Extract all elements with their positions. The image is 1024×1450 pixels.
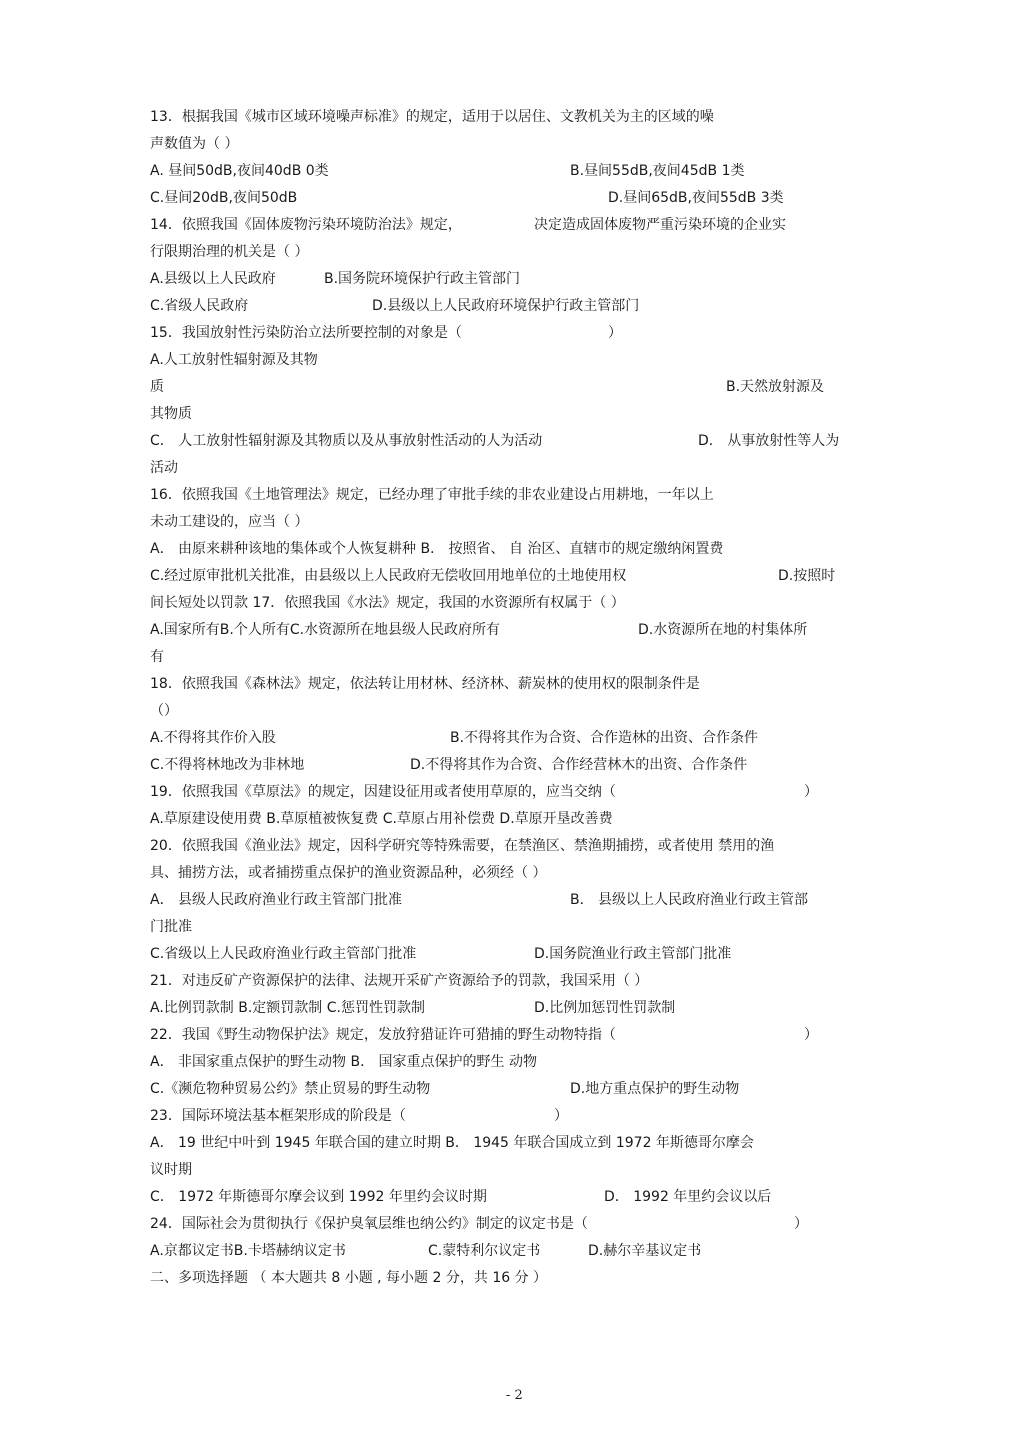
- q23-options-ab-cont: 议时期: [150, 1162, 192, 1178]
- q15-option-c: C． 人工放射性辐射源及其物质以及从事放射性活动的人为活动: [150, 433, 543, 449]
- q14-line1b: 决定造成固体废物严重污染环境的企业实: [534, 217, 786, 233]
- q17-options-abc: A.国家所有B.个人所有C.水资源所在地县级人民政府所有: [150, 622, 501, 638]
- q14-line2: 行限期治理的机关是（ ）: [150, 244, 309, 260]
- q19-line1b: ）: [804, 784, 818, 800]
- q19-options: A.草原建设使用费 B.草原植被恢复费 C.草原占用补偿费 D.草原开垦改善费: [150, 811, 613, 827]
- q19-line1: 19．依照我国《草原法》的规定，因建设征用或者使用草原的，应当交纳（: [150, 784, 616, 800]
- q20-line1: 20．依照我国《渔业法》规定，因科学研究等特殊需要，在禁渔区、禁渔期捕捞，或者使用 禁用的渔: [150, 838, 775, 854]
- q23-line1b: ）: [554, 1108, 568, 1124]
- q13-option-c: C.昼间20dB,夜间50dB: [150, 190, 298, 206]
- q16-line2: 未动工建设的，应当（ ）: [150, 514, 309, 530]
- q24-option-c: C.蒙特利尔议定书: [428, 1243, 541, 1259]
- q21-line1: 21．对违反矿产资源保护的法律、法规开采矿产资源给予的罚款，我国采用（ ）: [150, 973, 649, 989]
- q18-option-c: C.不得将林地改为非林地: [150, 757, 305, 773]
- q22-option-d: D.地方重点保护的野生动物: [570, 1081, 740, 1097]
- q22-option-c: C.《濒危物种贸易公约》禁止贸易的野生动物: [150, 1081, 431, 1097]
- q14-option-a: A.县级以上人民政府: [150, 271, 276, 287]
- q15-option-b: B.天然放射源及: [726, 379, 825, 395]
- q16-options-ab: A． 由原来耕种该地的集体或个人恢复耕种 B． 按照省、 自 治区、直辖市的规定缴纳闲置费: [150, 541, 724, 557]
- q20-option-b-cont: 门批准: [150, 919, 192, 935]
- q15-option-d: D． 从事放射性等人为: [698, 433, 840, 449]
- q18-option-d: D.不得将其作为合资、合作经营林木的出资、合作条件: [410, 757, 748, 773]
- q18-option-b: B.不得将其作为合资、合作造林的出资、合作条件: [450, 730, 759, 746]
- q14-option-d: D.县级以上人民政府环境保护行政主管部门: [372, 298, 640, 314]
- q24-options-ab: A.京都议定书B.卡塔赫纳议定书: [150, 1243, 346, 1259]
- q20-option-a: A． 县级人民政府渔业行政主管部门批准: [150, 892, 403, 908]
- q15-line1b: ）: [608, 325, 622, 341]
- q15-option-a-cont: 质: [150, 379, 164, 395]
- q23-option-d: D． 1992 年里约会议以后: [604, 1189, 772, 1205]
- q13-line1: 13．根据我国《城市区域环境噪声标准》的规定，适用于以居住、文教机关为主的区域的噪: [150, 109, 714, 125]
- q18-option-a: A.不得将其作价入股: [150, 730, 276, 746]
- q17-option-d-cont: 有: [150, 649, 164, 665]
- q14-line1: 14．依照我国《固体废物污染环境防治法》规定，: [150, 217, 462, 233]
- q22-line1b: ）: [804, 1027, 818, 1043]
- q20-option-d: D.国务院渔业行政主管部门批准: [534, 946, 732, 962]
- q23-options-ab: A． 19 世纪中叶到 1945 年联合国的建立时期 B． 1945 年联合国成立到 1972 年斯德哥尔摩会: [150, 1135, 754, 1151]
- q20-option-c: C.省级以上人民政府渔业行政主管部门批准: [150, 946, 417, 962]
- q23-line1: 23．国际环境法基本框架形成的阶段是（: [150, 1108, 406, 1124]
- q18-line1: 18．依照我国《森林法》规定，依法转让用材林、经济林、薪炭林的使用权的限制条件是: [150, 676, 700, 692]
- q14-option-b: B.国务院环境保护行政主管部门: [324, 271, 521, 287]
- q22-options-ab: A． 非国家重点保护的野生动物 B． 国家重点保护的野生 动物: [150, 1054, 537, 1070]
- q13-option-a: A. 昼间50dB,夜间40dB 0类: [150, 163, 329, 179]
- q13-option-d: D.昼间65dB,夜间55dB 3类: [608, 190, 784, 206]
- section-2-heading: 二、多项选择题 （ 本大题共 8 小题 , 每小题 2 分，共 16 分 ）: [150, 1270, 548, 1286]
- q18-line2: （）: [150, 703, 178, 719]
- q24-line1b: ）: [794, 1216, 808, 1232]
- page-number: - 2: [506, 1388, 523, 1403]
- q15-line1: 15．我国放射性污染防治立法所要控制的对象是（: [150, 325, 462, 341]
- q22-line1: 22．我国《野生动物保护法》规定，发放狩猎证许可猎捕的野生动物特指（: [150, 1027, 616, 1043]
- q13-line2: 声数值为（ ）: [150, 136, 239, 152]
- q15-option-b-cont: 其物质: [150, 406, 192, 422]
- q24-option-d: D.赫尔辛基议定书: [588, 1243, 702, 1259]
- q21-options-abc: A.比例罚款制 B.定额罚款制 C.惩罚性罚款制: [150, 1000, 425, 1016]
- q20-option-b: B． 县级以上人民政府渔业行政主管部: [570, 892, 809, 908]
- q15-option-d-cont: 活动: [150, 460, 178, 476]
- q16-option-c: C.经过原审批机关批准，由县级以上人民政府无偿收回用地单位的土地使用权: [150, 568, 627, 584]
- q16-option-d-cont: 间长短处以罚款 17．依照我国《水法》规定，我国的水资源所有权属于（ ）: [150, 595, 625, 611]
- q16-option-d: D.按照时: [778, 568, 836, 584]
- q13-option-b: B.昼间55dB,夜间45dB 1类: [570, 163, 745, 179]
- q16-line1: 16．依照我国《土地管理法》规定，已经办理了审批手续的非农业建设占用耕地，一年以上: [150, 487, 714, 503]
- q17-option-d: D.水资源所在地的村集体所: [638, 622, 808, 638]
- q21-option-d: D.比例加惩罚性罚款制: [534, 1000, 676, 1016]
- q20-line2: 具、捕捞方法，或者捕捞重点保护的渔业资源品种，必须经（ ）: [150, 865, 547, 881]
- q23-option-c: C． 1972 年斯德哥尔摩会议到 1992 年里约会议时期: [150, 1189, 487, 1205]
- q24-line1: 24．国际社会为贯彻执行《保护臭氧层维也纳公约》制定的议定书是（: [150, 1216, 588, 1232]
- q15-option-a: A.人工放射性辐射源及其物: [150, 352, 318, 368]
- q14-option-c: C.省级人民政府: [150, 298, 249, 314]
